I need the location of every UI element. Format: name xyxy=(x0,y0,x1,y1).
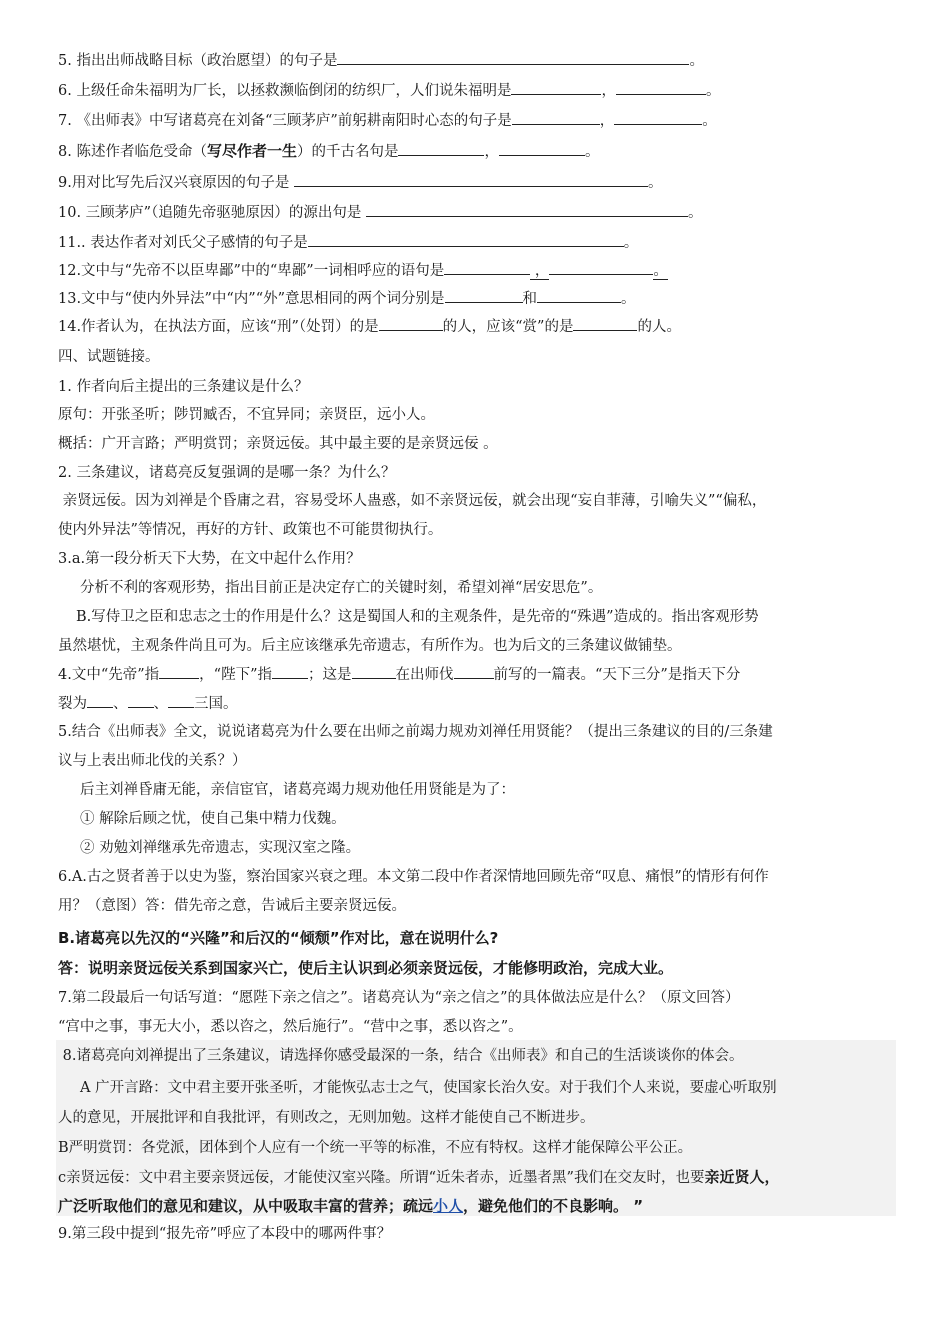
answer-text: “宫中之事，事无大小，悉以咨之，然后施行”。“营中之事，悉以咨之”。 xyxy=(58,1019,523,1035)
question-12: 12.文中与“先帝不以臣卑鄙”中的“卑鄙”一词相呼应的语句是 ， 。 xyxy=(58,259,668,282)
answer-blank[interactable] xyxy=(87,692,113,708)
test-question-6b: B.诸葛亮以先汉的“兴隆”和后汉的“倾颓”作对比，意在说明什么? xyxy=(58,929,499,947)
answer-text: A 广开言路：文中君主要开张圣听，才能恢弘志士之气，使国家长治久安。对于我们个人来说，要虚心听取别 xyxy=(80,1080,777,1096)
answer-text: ① 解除后顾之忧，使自己集中精力伐魏。 xyxy=(80,811,346,827)
answer-blank[interactable] xyxy=(445,287,523,303)
answer-blank[interactable] xyxy=(444,259,530,275)
test-question-8: 8.诸葛亮向刘禅提出了三条建议，请选择你感受最深的一条，结合《出师表》和自己的生活谈谈你的体会。 xyxy=(58,1048,744,1064)
answer-blank[interactable] xyxy=(573,315,637,331)
answer-blank[interactable] xyxy=(294,171,648,187)
answer-text: B.写侍卫之臣和忠志之士的作用是什么？这是蜀国人和的主观条件，是先帝的“殊遇”造成的。指出客观形势 xyxy=(76,609,759,625)
answer-blank[interactable] xyxy=(308,231,624,247)
test-question-4: 4.文中“先帝”指 ，“陛下”指 ；这是 在出师伐 前写的一篇表。“天下三分”是指天下分 xyxy=(58,663,740,686)
question-5: 5. 指出出师战略目标（政治愿望）的句子是 。 xyxy=(58,49,704,72)
answer-text: 原句：开张圣听；陟罚臧否，不宜异同；亲贤臣，远小人。 xyxy=(58,407,435,423)
answer-text: 答：说明亲贤远佞关系到国家兴亡，使后主认识到必须亲贤远佞，才能修明政治，完成大业。 xyxy=(58,959,674,977)
question-10: 10. 三顾茅庐”（追随先帝驱驰原因）的源出句是 。 xyxy=(58,201,702,224)
test-question-4-cont: 裂为 、 、 三国。 xyxy=(58,692,238,715)
answer-blank[interactable] xyxy=(614,109,702,125)
answer-blank[interactable] xyxy=(272,663,308,679)
answer-blank[interactable] xyxy=(168,692,194,708)
answer-text: 亲贤远佞。因为刘禅是个昏庸之君，容易受坏人蛊惑，如不亲贤远佞，就会出现“妄自菲薄，引喻失义”“偏私， xyxy=(58,493,767,509)
answer-blank[interactable] xyxy=(352,663,396,679)
question-14: 14.作者认为，在执法方面，应该“刑”（处罚）的是 的人，应该“赏”的是 的人。 xyxy=(58,315,681,338)
answer-text: 人的意见，开展批评和自我批评，有则改之，无则加勉。这样才能使自己不断进步。 xyxy=(58,1110,595,1126)
answer-blank[interactable] xyxy=(337,49,689,65)
answer-blank[interactable] xyxy=(512,109,600,125)
answer-text: 分析不利的客观形势，指出目前正是决定存亡的关键时刻，希望刘禅“居安思危”。 xyxy=(80,580,603,596)
question-9: 9.用对比写先后汉兴衰原因的句子是 。 xyxy=(58,171,662,194)
test-question-5-cont: 议与上表出师北伐的关系？） xyxy=(58,753,247,769)
section-heading: 四、试题链接。 xyxy=(58,349,160,365)
question-8: 8. 陈述作者临危受命（写尽作者一生）的千古名句是 ， 。 xyxy=(58,142,600,160)
answer-blank[interactable] xyxy=(537,287,621,303)
answer-text: 使内外异法”等情况，再好的方针、政策也不可能贯彻执行。 xyxy=(58,522,443,538)
answer-text: c亲贤远佞：文中君主要亲贤远佞，才能使汉室兴隆。所谓“近朱者赤，近墨者黑”我们在交友时，也要亲近贤人， xyxy=(58,1168,780,1186)
answer-text: 广泛听取他们的意见和建议，从中吸取丰富的营养；疏远小人，避免他们的不良影响。 ” xyxy=(58,1197,644,1215)
test-question-3: 3.a.第一段分析天下大势，在文中起什么作用？ xyxy=(58,551,361,567)
answer-blank[interactable] xyxy=(499,140,585,156)
answer-text: 虽然堪忧，主观条件尚且可为。后主应该继承先帝遗志，有所作为。也为后文的三条建议做铺垫。 xyxy=(58,638,682,654)
question-13: 13.文中与“使内外异法”中“内”“外”意思相同的两个词分别是 和 。 xyxy=(58,287,636,310)
answer-text: 用？（意图）答：借先帝之意，告诫后主要亲贤远佞。 xyxy=(58,898,406,914)
answer-blank[interactable] xyxy=(398,140,484,156)
answer-blank[interactable] xyxy=(379,315,443,331)
answer-blank[interactable] xyxy=(128,692,154,708)
test-question-1: 1. 作者向后主提出的三条建议是什么？ xyxy=(58,379,309,395)
answer-blank[interactable] xyxy=(159,663,199,679)
answer-blank[interactable] xyxy=(366,201,688,217)
answer-text: 后主刘禅昏庸无能，亲信宦官，诸葛亮竭力规劝他任用贤能是为了： xyxy=(80,782,515,798)
test-question-2: 2. 三条建议，诸葛亮反复强调的是哪一条？为什么？ xyxy=(58,465,396,481)
answer-text: 概括：广开言路；严明赏罚；亲贤远佞。其中最主要的是亲贤远佞 。 xyxy=(58,436,498,452)
answer-blank[interactable] xyxy=(454,663,494,679)
answer-text: ② 劝勉刘禅继承先帝遗志，实现汉室之隆。 xyxy=(80,840,361,856)
question-6: 6. 上级任命朱福明为厂长，以拯救濒临倒闭的纺织厂，人们说朱福明是 ， 。 xyxy=(58,79,720,102)
test-question-6: 6.A.古之贤者善于以史为鉴，察治国家兴衰之理。本文第二段中作者深情地回顾先帝“叹息、痛恨”的情形有何作 xyxy=(58,869,769,885)
answer-blank[interactable] xyxy=(549,259,653,275)
answer-blank[interactable] xyxy=(616,79,706,95)
test-question-5: 5.结合《出师表》全文，说说诸葛亮为什么要在出师之前竭力规劝刘禅任用贤能？（提出三条建议的目的/三条建 xyxy=(58,724,773,740)
test-question-7: 7.第二段最后一句话写道：“愿陛下亲之信之”。诸葛亮认为“亲之信之”的具体做法应是什么？（原文回答） xyxy=(58,990,740,1006)
link-xiaoren[interactable]: 小人 xyxy=(433,1197,464,1215)
answer-blank[interactable] xyxy=(511,79,601,95)
test-question-9: 9.第三段中提到“报先帝”呼应了本段中的哪两件事？ xyxy=(58,1226,392,1242)
question-11: 11.. 表达作者对刘氏父子感情的句子是 。 xyxy=(58,231,638,254)
question-7: 7. 《出师表》中写诸葛亮在刘备“三顾茅庐”前躬耕南阳时心态的句子是 ， 。 xyxy=(58,109,717,132)
answer-text: B严明赏罚：各党派，团体到个人应有一个统一平等的标准，不应有特权。这样才能保障公平公正。 xyxy=(58,1140,693,1156)
